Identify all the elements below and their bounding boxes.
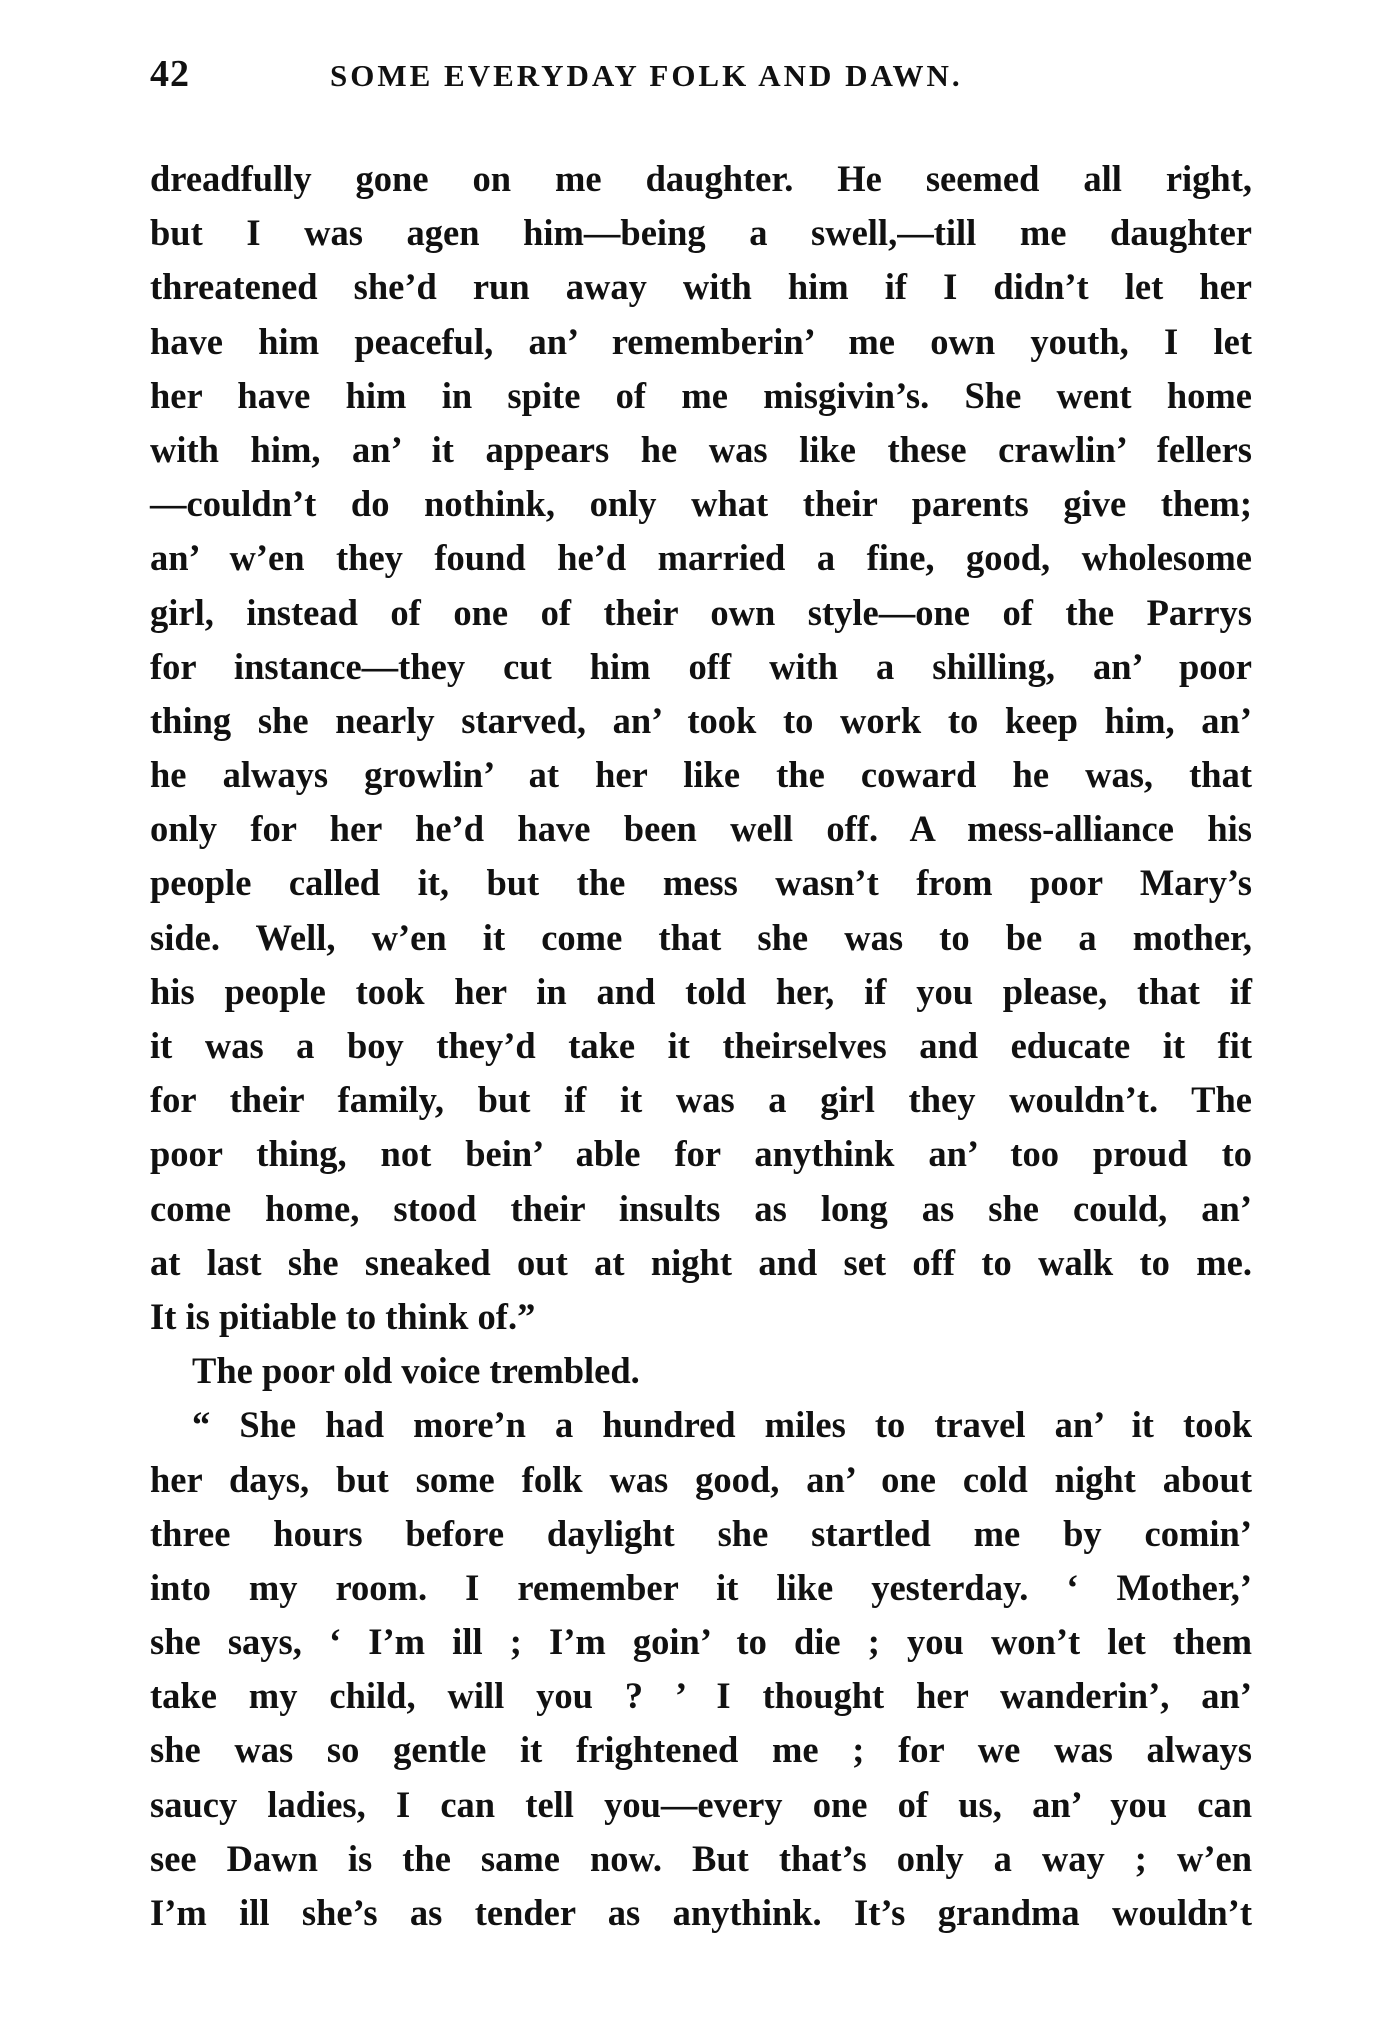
text-line: into my room. I remember it like yesterday. ‘ Mother,’ bbox=[150, 1566, 1252, 1608]
text-line: girl, instead of one of their own style—one of the Parrys bbox=[150, 591, 1252, 633]
text-line: with him, an’ it appears he was like these crawlin’ fellers bbox=[150, 428, 1252, 470]
text-line: —couldn’t do nothink, only what their parents give them; bbox=[150, 483, 1252, 525]
text-line: come home, stood their insults as long as she could, an’ bbox=[150, 1187, 1252, 1229]
body-text bbox=[150, 152, 1252, 1940]
text-line: she was so gentle it frightened me ; for we was always bbox=[150, 1729, 1252, 1771]
text-line: see Dawn is the same now. But that’s only a way ; w’en bbox=[150, 1837, 1252, 1879]
text-line: three hours before daylight she startled me by comin’ bbox=[150, 1512, 1252, 1554]
paragraph-end-line: It is pitiable to think of.” bbox=[150, 1295, 536, 1337]
text-line: an’ w’en they found he’d married a fine, good, wholesome bbox=[150, 537, 1252, 579]
running-title: SOME EVERYDAY FOLK AND DAWN. bbox=[330, 58, 963, 93]
text-line: at last she sneaked out at night and set off to walk to me. bbox=[150, 1241, 1252, 1283]
text-line: take my child, will you ? ’ I thought her wanderin’, an’ bbox=[150, 1675, 1252, 1717]
text-line: her days, but some folk was good, an’ one cold night about bbox=[150, 1458, 1252, 1500]
text-line: thing she nearly starved, an’ took to work to keep him, an’ bbox=[150, 699, 1252, 741]
text-line: only for her he’d have been well off. A mess-alliance his bbox=[150, 808, 1252, 850]
text-line: threatened she’d run away with him if I didn’t let her bbox=[150, 266, 1252, 308]
text-line: his people took her in and told her, if you please, that if bbox=[150, 970, 1252, 1012]
text-line: I’m ill she’s as tender as anythink. It’s grandma wouldn’t bbox=[150, 1892, 1252, 1933]
page-number: 42 bbox=[150, 53, 190, 95]
text-line: but I was agen him—being a swell,—till me daughter bbox=[150, 212, 1252, 254]
text-line: it was a boy they’d take it theirselves and educate it fit bbox=[150, 1025, 1252, 1066]
text-line: dreadfully gone on me daughter. He seemed all right, bbox=[150, 158, 1252, 199]
text-line: have him peaceful, an’ rememberin’ me own youth, I let bbox=[150, 320, 1252, 362]
text-line: for instance—they cut him off with a shilling, an’ poor bbox=[150, 645, 1252, 687]
text-line: she says, ‘ I’m ill ; I’m goin’ to die ; you won’t let them bbox=[150, 1621, 1252, 1663]
paragraph-start-line: “ She had more’n a hundred miles to travel an’ it took bbox=[192, 1404, 1252, 1446]
text-line: people called it, but the mess wasn’t from poor Mary’s bbox=[150, 862, 1252, 904]
page-header bbox=[150, 52, 1252, 102]
text-line: for their family, but if it was a girl they wouldn’t. The bbox=[150, 1079, 1252, 1121]
text-line: poor thing, not bein’ able for anythink an’ too proud to bbox=[150, 1133, 1252, 1175]
text-line: he always growlin’ at her like the coward he was, that bbox=[150, 754, 1252, 796]
text-line: side. Well, w’en it come that she was to be a mother, bbox=[150, 916, 1252, 958]
text-line: saucy ladies, I can tell you—every one of us, an’ you can bbox=[150, 1783, 1252, 1825]
text-line: her have him in spite of me misgivin’s. She went home bbox=[150, 374, 1252, 416]
paragraph-line: The poor old voice trembled. bbox=[192, 1350, 640, 1392]
